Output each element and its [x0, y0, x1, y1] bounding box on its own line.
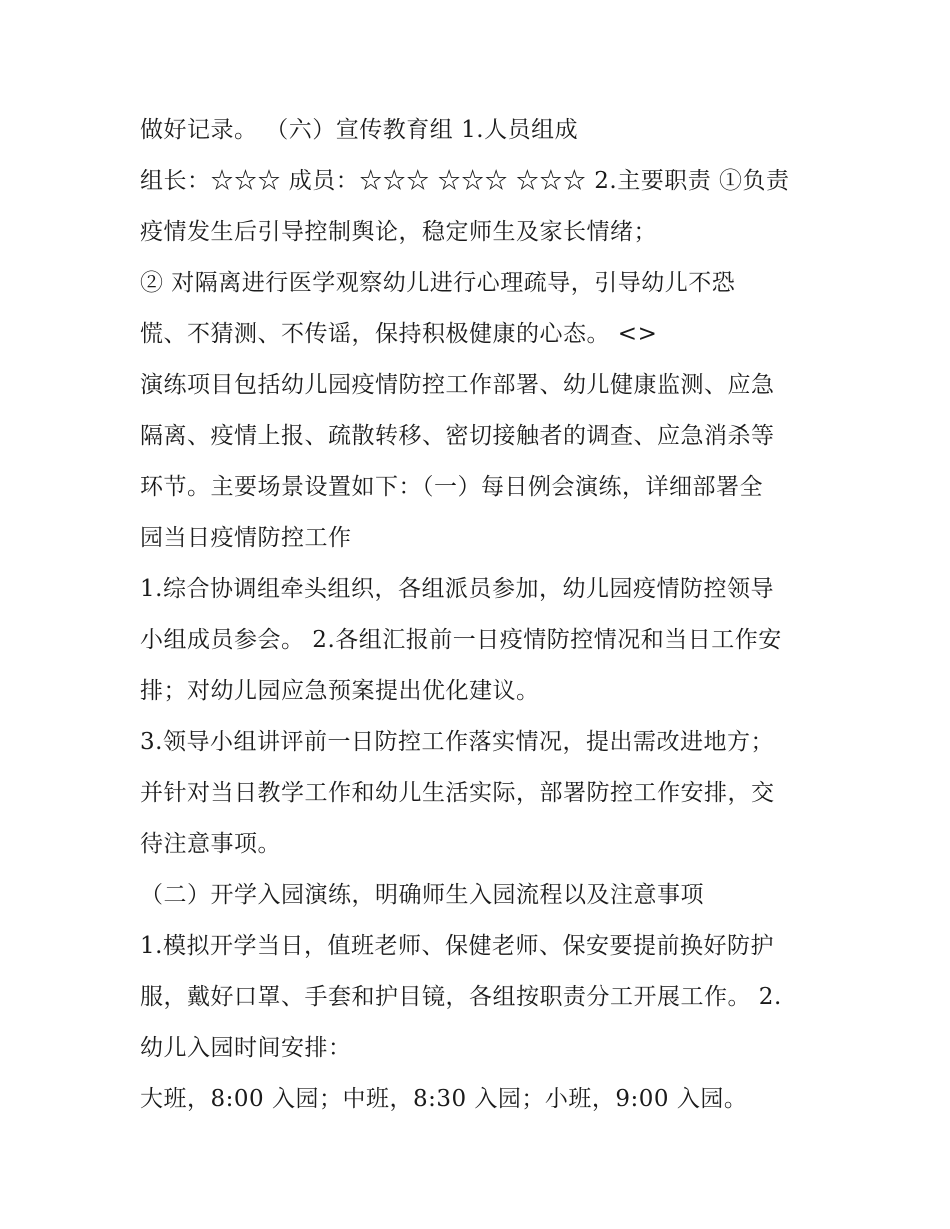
text-line: 待注意事项。 [140, 831, 281, 857]
text-line: 做好记录。 （六）宣传教育组 1.人员组成 [140, 117, 579, 143]
text-line: 1.综合协调组牵头组织，各组派员参加，幼儿园疫情防控领导 [140, 576, 774, 602]
text-line: 排；对幼儿园应急预案提出优化建议。 [140, 678, 540, 704]
text-line: （二）开学入园演练，明确师生入园流程以及注意事项 [140, 882, 704, 908]
text-line: 慌、不猜测、不传谣，保持积极健康的心态。 <> [140, 321, 658, 347]
text-line: 幼儿入园时间安排： [140, 1035, 352, 1061]
text-line: 大班，8:00 入园；中班，8:30 入园；小班，9:00 入园。 [140, 1086, 748, 1112]
text-line: 疫情发生后引导控制舆论，稳定师生及家长情绪； [140, 219, 657, 245]
text-line: 小组成员参会。 2.各组汇报前一日疫情防控情况和当日工作安 [140, 627, 782, 653]
text-line: ② 对隔离进行医学观察幼儿进行心理疏导，引导幼儿不恐 [140, 270, 736, 296]
text-line: 园当日疫情防控工作 [140, 525, 352, 551]
text-line: 并针对当日教学工作和幼儿生活实际，部署防控工作安排，交 [140, 780, 775, 806]
text-line: 服，戴好口罩、手套和护目镜，各组按职责分工开展工作。 2. [140, 984, 782, 1010]
text-line: 环节。主要场景设置如下：（一）每日例会演练，详细部署全 [140, 474, 763, 500]
text-line: 1.模拟开学当日，值班老师、保健老师、保安要提前换好防护 [140, 933, 774, 959]
text-line: 3.领导小组讲评前一日防控工作落实情况，提出需改进地方； [140, 729, 774, 755]
document-body [140, 105, 820, 1125]
text-line: 演练项目包括幼儿园疫情防控工作部署、幼儿健康监测、应急 [140, 372, 775, 398]
text-line: 隔离、疫情上报、疏散转移、密切接触者的调查、应急消杀等 [140, 423, 775, 449]
text-line: 组长：☆☆☆ 成员：☆☆☆ ☆☆☆ ☆☆☆ 2.主要职责 ①负责 [140, 168, 790, 194]
